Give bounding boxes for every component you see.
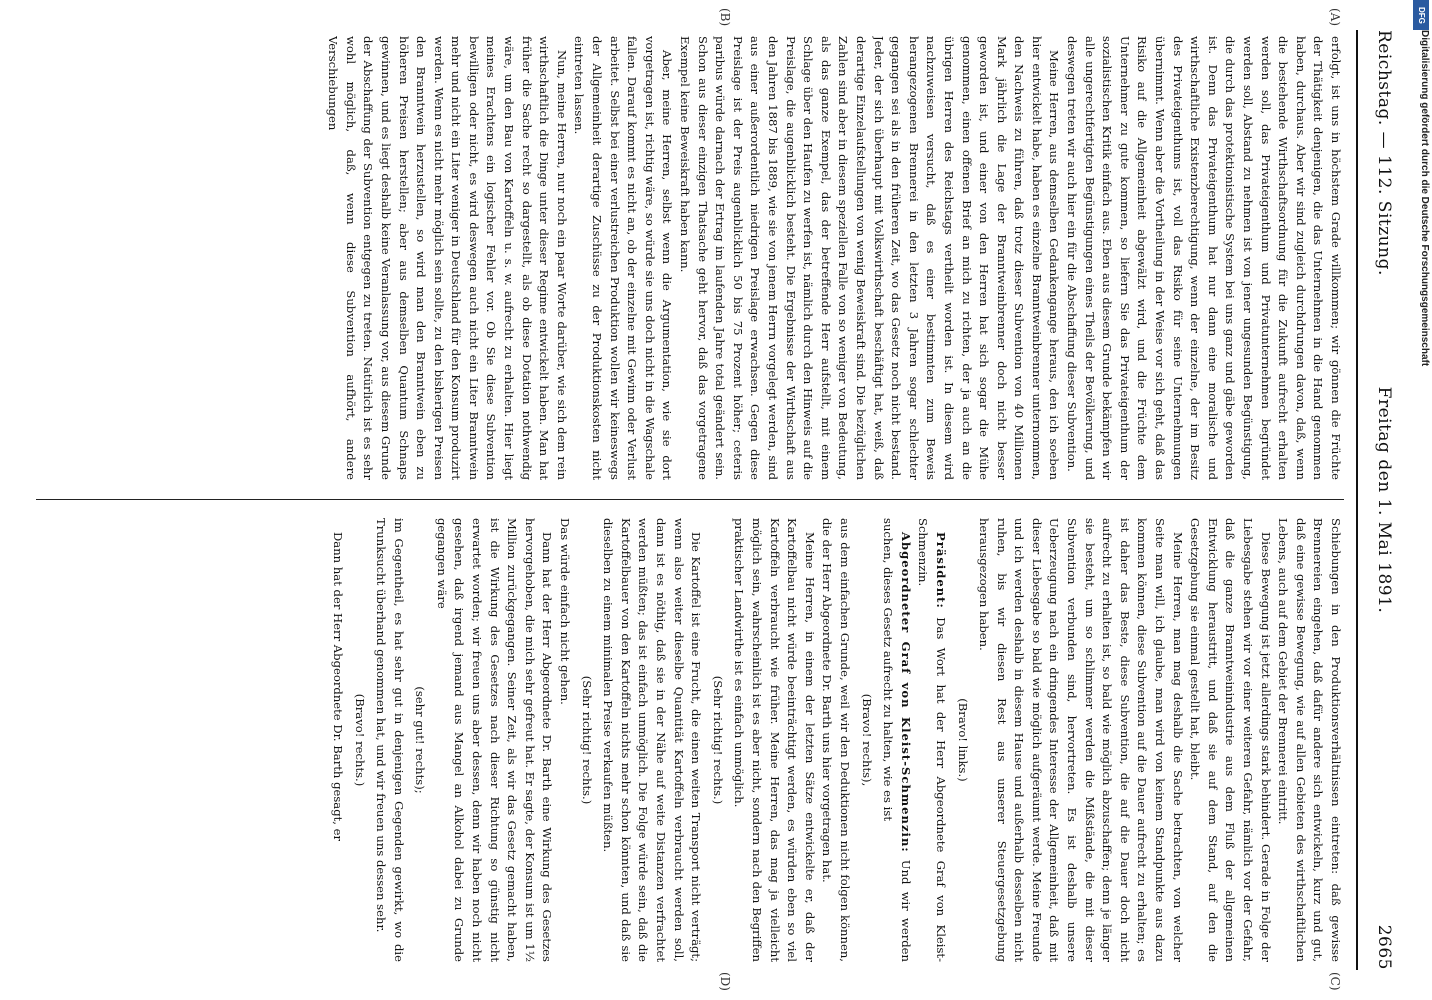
reaction-note: (Sehr richtig! rechts.) <box>710 675 725 805</box>
digitization-credit <box>1410 0 1432 1000</box>
reaction-note: (sehr gut! rechts); <box>413 686 428 794</box>
credit-text: Digitalisierung gefördert durch die Deutsche Forschungsgemeinschaft <box>1419 30 1430 367</box>
body-paragraph: Die Kartoffel ist eine Frucht, die einen weiten Transport nicht verträgt; wenn also weiter dieselbe Quantität Kartoffeln verbraucht werden soll, dann ist es nöthig, daß sie in der Nähe auf weite Distanzen verfrachtet werden müßten; das ist einfach unmöglich. Die Folge würde sein, daß die Kartoffelbauer von den Kartoffeln nichts mehr schon könnten, und daß sie dieselben zu einem minimalen Preise verkaufen müßten. <box>601 518 704 962</box>
body-paragraph: Meine Herren, man mag deshalb die Sache betrachten, von welcher Seite man will, ich glaube, man wird von keinem Standpunkte aus dazu kommen können, diese Subvention auf die Dauer aufrecht zu erhalten; es ist daher das Beste, diese Subvention, die auf die Dauer doch nicht aufrecht zu erhalten ist, so bald wie möglich abzuschaffen; denn je länger sie besteht, um so schlimmer werden die Mißstände, die mit dieser Subvention verbunden sind, hervortreten. Es ist deshalb unsere Ueberzeugung nach ein dringendes Interesse der Allgemeinheit, daß mit dieser Liebesgabe so bald wie möglich aufgeräumt werde. Meine Freunde und ich werden deshalb in diesem Hause und außerhalb desselben nicht ruhen, bis wir diesen Rest aus unserer Steuergesetzgebung herausgezogen haben. <box>977 518 1185 962</box>
body-paragraph: aus dem einfachen Grunde, weil wir den Deduktionen nicht folgen können, die der Herr Abgeordnete Dr. Barth uns hier vorgetragen hat. <box>820 518 852 962</box>
body-paragraph: Dann hat der Herr Abgeordnete Dr. Barth eine Wirkung des Gesetzes hervorgehoben, die mich sehr gefreut hat. Er sagte, der Konsum ist um 1½ Million zurückgegangen. Seiner Zeit, als wir das Gesetz gemacht haben, ist die Wirkung des Gesetzes nach dieser Richtung so günstig nicht erwartet worden; wir freuen uns aber dessen, denn wir haben noch nicht gesehen, daß irgend jemand aus Mangel an Alkohol dabei zu Grunde gegangen wäre <box>434 518 555 962</box>
reaction-note: (Bravo! rechts), <box>859 693 874 787</box>
left-column <box>36 36 1344 480</box>
speaker-paragraph <box>879 518 914 962</box>
body-paragraph: Das würde einfach nicht gehen. <box>558 518 573 705</box>
body-paragraph: Meine Herren, aus demselben Gedankengange heraus, den ich soeben hier entwickelt habe, haben es einzelne Branntweinbrenner unternommen, den Nachweis zu führen, daß trotz dieser Subvention von 40 Millionen Mark jährlich die Lage der Branntweinbrenner doch nicht besser geworden ist, und einer von den Herren hat sich sogar die Mühe genommen, einen offenen Brief an mich zu richten, der ja auch an die übrigen Herren des Reichstags vertheilt worden ist. In diesem wird nachzuweisen versucht, daß es einer bestimmten zum Beweis herangezogenen Brennerei in den letzten 3 Jahren sogar schlechter gegangen sei als in den früheren Zeit, wo das Gesetz noch nicht bestand. Jeder, der sich überhaupt mit Volkswirthschaft beschäftigt hat, weiß, daß derartige Einzelaufstellungen von wenig Beweiskraft sind. Die bezüglichen Zahlen sind aber in diesem speziellen Falle von so weniger von Bedeutung, als das ganze Exempel, das der betreffende Herr aufstellt, mit einem Schlage über den Haufen zu werfen ist, nämlich durch den Hinweis auf die Preislage, die augenblicklich besteht. Die Ergebnisse der Wirthschaft aus den Jahren 1887 bis 1889, wie sie von jenem Herrn vorgelegt werden, sind aus einer außerordentlich niedrigen Preislage erwachsen. Gegen diese Preislage ist der Preis augenblicklich 50 bis 75 Prozent höher; ceteris paribus würde darnach der Ertrag im laufenden Jahre total geändert sein. Schon aus dieser einzigen Thatsache geht hervor, daß das vorgetragene Exempel keine Beweiskraft haben kann. <box>678 36 1062 480</box>
body-paragraph: Diese Bewegung ist jetzt allerdings stark behindert. Gerade in Folge der Liebesgabe stehen wir vor einer weiteren Gefahr, nämlich vor der Gefahr, daß die ganze Branntweinindustrie aus dem Fluß der allgemeinen Entwicklung heraustritt, und daß sie auf dem Stand, auf den die Gesetzgebung sie einmal gestellt hat, bleibt. <box>1188 518 1273 962</box>
column-divider <box>36 499 1344 500</box>
body-paragraph: im Gegentheil, es hat sehr gut in denjenigen Gegenden gewirkt, wo die Trunksucht überhand genommen hat, und wir freuen uns dessen sehr. <box>374 518 406 962</box>
right-column <box>36 518 1344 962</box>
margin-marker-d: (D) <box>718 972 732 991</box>
header-rule <box>1356 30 1358 970</box>
reaction-note: (Sehr richtig! rechts.) <box>579 675 594 805</box>
margin-marker-b: (B) <box>718 8 732 27</box>
speaker-paragraph <box>914 518 949 962</box>
speaker-name: Präsident: <box>933 532 948 609</box>
speaker-name: Abgeordneter Graf von Kleist-Schmenzin: <box>898 532 913 853</box>
body-paragraph: Aber, meine Herren, selbst wenn die Argumentation, wie sie dort vorgetragen ist, richtig wäre, so würde sie uns doch nicht in die Wagschale fallen. Darauf kommt es nicht an, ob der einzelne mit Gewinn oder Verlust arbeitet. Selbst bei einer verlustreichen Produktion wollen wir keineswegs der Allgemeinheit derartige Zuschüsse zu der Produktionskosten nicht eintreten lassen. <box>572 36 675 480</box>
header-session: Reichstag. — 112. Sitzung. <box>1374 30 1394 276</box>
body-paragraph: erfolgt, ist uns in höchstem Grade willkommen; wir gönnen die Früchte der Thätigkeit denjenigen, die das Unternehmen in die Hand genommen haben, durchaus. Aber wir sind zugleich durchdrungen davon, daß, wenn die bestehende Wirthschaftsordnung für die Zukunft aufrecht erhalten werden soll, das Privateigenthum und Privatunternehmen begründet werden soll, Abstand zu nehmen ist von jener ungesunden Begünstigung, die durch das protektionistische System bei uns ganz und gäbe geworden ist. Denn das Privateigenthum hat nur dann eine moralische und wirthschaftliche Existenzberechtigung, wenn der einzelne, der im Besitz des Privateigenthums ist, voll das Risiko für seine Unternehmungen übernimmt. Wenn aber die Vortheilung in der Weise vor sich geht, daß das Risiko auf die Allgemeinheit abgewälzt wird, und die Früchte dem Unternehmer zu gute kommen, so liefern Sie das Privateigenthum der sozialistischen Kritik einfach aus. Eben aus diesem Grunde bekämpfen wir alle ungerechtfertigten Begünstigungen eines Theils der Bevölkerung, und deswegen treten wir auch hier ein für die Abschaffung dieser Subvention. <box>1065 36 1343 480</box>
reaction-note: (Bravo! links.) <box>955 698 970 782</box>
page-number: 2665 <box>1374 924 1394 970</box>
margin-marker-c: (C) <box>1328 972 1342 991</box>
body-paragraph: Meine Herren, in einem der letzten Sätze entwickelte er, daß der Kartoffelbau nicht würde beeinträchtigt werden, es würden eben so viel Kartoffeln verbraucht wie früher. Meine Herren, das mag ja vielleicht möglich sein, wahrscheinlich ist es aber nicht, sondern nach den Begriffen praktischer Landwirthe ist es einfach unmöglich. <box>732 518 817 962</box>
reaction-note: (Bravo! rechts.) <box>352 693 367 787</box>
body-paragraph: Schiebungen in den Produktionsverhältnissen eintreten: daß gewisse Brennereien eingehen, daß dafür andere sich entwickeln, kurz und gut, daß eine gewisse Bewegung, wie auf allen Gebieten des wirthschaftlichen Lebens, auch auf dem Gebiet der Brennerei eintritt. <box>1276 518 1343 962</box>
page-header <box>1364 30 1404 970</box>
body-paragraph: Dann hat der Herr Abgeordnete Dr. Barth gesagt, er <box>330 532 345 842</box>
body-paragraph: Nun, meine Herren, nur noch ein paar Worte darüber, wie sich dem rein wirthschaftlich die Dinge unter dieser Regime entwickelt haben. Man hat früher die Sache recht so dargestellt, als ob diese Dotation nothwendig wäre, um den Bau von Kartoffeln u. s. w. aufrecht zu erhalten. Hier liegt meines Erachtens ein logischer Fehler vor. Ob Sie diese Subvention bewilligen oder nicht, es wird deswegen auch nicht ein Liter Branntwein mehr und nicht ein Liter weniger in Deutschland für den Konsum produzirt werden. Wenn es nicht mehr möglich sein sollte, zu den bisherigen Preisen den Branntwein herzustellen, so wird man den Branntwein eben zu höheren Preisen herstellen; aber aus demselben Quantum Schnaps gewinnen, und es liegt deshalb keine Veranlassung vor, aus diesem Grunde der Abschaffung der Subvention entgegen zu treten. Natürlich ist es sehr wohl möglich, daß, wenn diese Subvention aufhört, andere Verschiebungen <box>326 36 569 480</box>
speech-text: Das Wort hat der Herr Abgeordnete Graf von Kleist-Schmenzin. <box>916 518 948 962</box>
dfg-logo: DFG <box>1413 0 1429 30</box>
header-date: Freitag den 1. Mai 1891. <box>1374 386 1394 614</box>
speech-text: Und wir werden suchen, dieses Gesetz aufrecht zu halten, wie es ist <box>881 518 913 962</box>
margin-marker-a: (A) <box>1328 8 1342 27</box>
